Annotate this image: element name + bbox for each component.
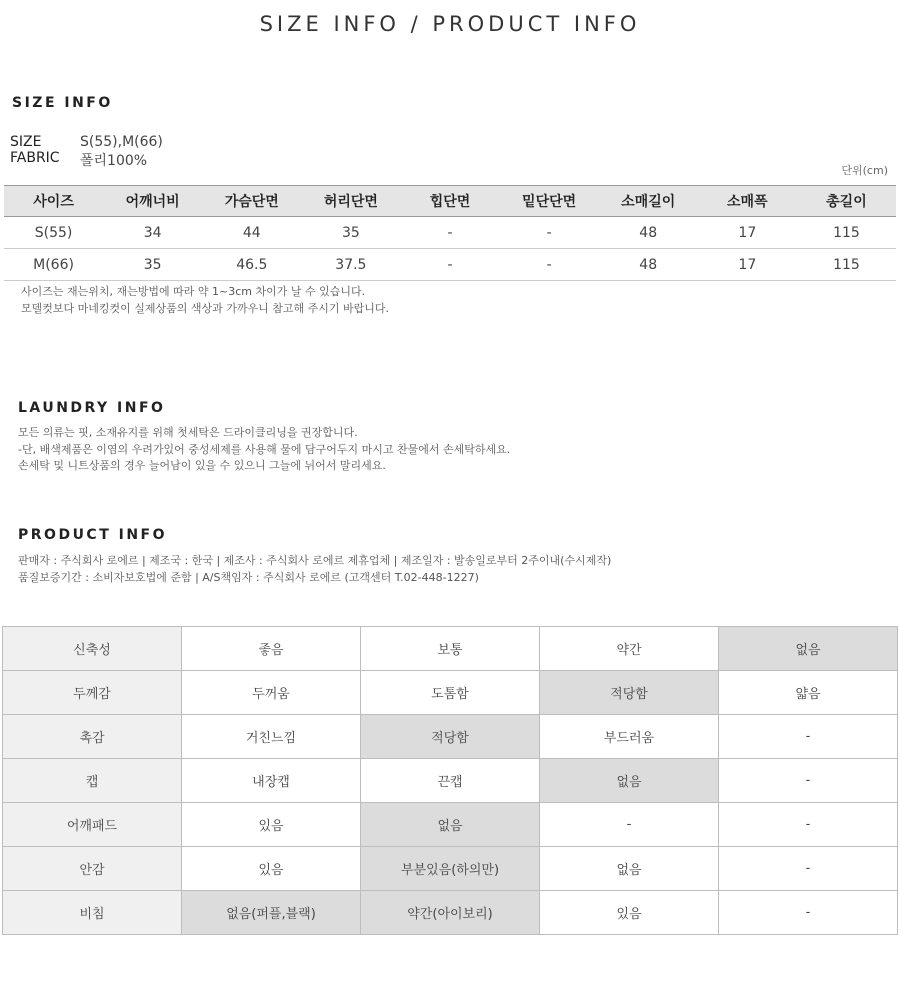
size-cell: 46.5	[202, 249, 301, 281]
size-note-line: 사이즈는 재는위치, 재는방법에 따라 약 1~3cm 차이가 날 수 있습니다.	[21, 285, 366, 298]
size-cell: 48	[599, 217, 698, 249]
size-info-heading: SIZE INFO	[12, 95, 113, 111]
attribute-option: 없음	[540, 759, 719, 803]
attribute-option: 없음(퍼플,블랙)	[182, 891, 361, 935]
attribute-option: 보통	[361, 627, 540, 671]
attribute-option: -	[719, 759, 898, 803]
fabric-value: 폴리100%	[80, 153, 148, 169]
attribute-label: 캡	[3, 759, 182, 803]
size-header-cell: 어깨너비	[103, 186, 202, 217]
attribute-option: 끈캡	[361, 759, 540, 803]
size-label: SIZE	[10, 134, 42, 150]
page-title: SIZE INFO / PRODUCT INFO	[259, 12, 641, 36]
product-attribute-grid	[2, 626, 898, 935]
attribute-option: 얇음	[719, 671, 898, 715]
laundry-info-heading: LAUNDRY INFO	[18, 400, 166, 416]
attribute-option: 있음	[540, 891, 719, 935]
attribute-option: 내장캡	[182, 759, 361, 803]
size-cell: 44	[202, 217, 301, 249]
attribute-label: 안감	[3, 847, 182, 891]
attribute-option: 없음	[719, 627, 898, 671]
table-row	[3, 671, 898, 715]
table-row	[3, 803, 898, 847]
size-cell: -	[400, 217, 499, 249]
attribute-option: 있음	[182, 847, 361, 891]
attribute-label: 어깨패드	[3, 803, 182, 847]
attribute-label: 촉감	[3, 715, 182, 759]
attribute-option: 없음	[361, 803, 540, 847]
attribute-label: 신축성	[3, 627, 182, 671]
attribute-option: -	[719, 891, 898, 935]
attribute-option: 적당함	[540, 671, 719, 715]
size-cell: M(66)	[4, 249, 103, 281]
size-cell: 17	[698, 249, 797, 281]
size-cell: 34	[103, 217, 202, 249]
size-notes	[21, 284, 389, 317]
product-info-heading: PRODUCT INFO	[18, 527, 168, 543]
attribute-option: 거친느낌	[182, 715, 361, 759]
size-cell: 115	[797, 249, 896, 281]
size-header-cell: 힙단면	[400, 186, 499, 217]
size-header-cell: 허리단면	[301, 186, 400, 217]
size-header-cell: 가슴단면	[202, 186, 301, 217]
attribute-option: -	[719, 803, 898, 847]
attribute-label: 두께감	[3, 671, 182, 715]
table-row	[3, 759, 898, 803]
product-notes	[18, 553, 611, 586]
attribute-option: 좋음	[182, 627, 361, 671]
size-header-cell: 소매폭	[698, 186, 797, 217]
size-header-cell: 밑단단면	[500, 186, 599, 217]
size-header-cell: 총길이	[797, 186, 896, 217]
size-cell: -	[400, 249, 499, 281]
unit-label: 단위(cm)	[841, 164, 888, 177]
laundry-line: 손세탁 및 니트상품의 경우 늘어남이 있을 수 있으니 그늘에 뉘어서 말리세요.	[18, 459, 386, 472]
table-row	[4, 249, 896, 281]
product-line: 판매자 : 주식회사 로에르 | 제조국 : 한국 | 제조사 : 주식회사 로에르 제휴업체 | 제조일자 : 발송일로부터 2주이내(수시제작)	[18, 554, 612, 567]
attribute-option: -	[719, 847, 898, 891]
size-header-cell: 소매길이	[599, 186, 698, 217]
product-line: 품질보증기간 : 소비자보호법에 준함 | A/S책임자 : 주식회사 로에르 (고객센터 T.02-448-1227)	[18, 570, 479, 584]
table-row	[3, 847, 898, 891]
table-row	[3, 627, 898, 671]
size-cell: 48	[599, 249, 698, 281]
size-cell: 37.5	[301, 249, 400, 281]
attribute-option: 부드러움	[540, 715, 719, 759]
attribute-option: 적당함	[361, 715, 540, 759]
attribute-option: 약간(아이보리)	[361, 891, 540, 935]
size-cell: 115	[797, 217, 896, 249]
fabric-label: FABRIC	[10, 150, 60, 166]
size-value: S(55),M(66)	[80, 134, 163, 150]
laundry-line: -단, 배색제품은 이염의 우려가있어 중성세제를 사용해 물에 담구어두지 마시고 찬물에서 손세탁하세요.	[18, 442, 511, 456]
size-cell: 35	[301, 217, 400, 249]
table-row	[3, 715, 898, 759]
laundry-notes	[18, 425, 510, 475]
size-note-line: 모델컷보다 마네킹컷이 실제상품의 색상과 가까우니 참고해 주시기 바랍니다.	[21, 301, 390, 315]
attribute-option: 약간	[540, 627, 719, 671]
attribute-option: 도톰함	[361, 671, 540, 715]
size-table	[4, 185, 896, 281]
attribute-option: 있음	[182, 803, 361, 847]
attribute-option: 없음	[540, 847, 719, 891]
size-cell: S(55)	[4, 217, 103, 249]
laundry-line: 모든 의류는 핏, 소재유지를 위해 첫세탁은 드라이클리닝을 권장합니다.	[18, 426, 358, 439]
table-row	[3, 891, 898, 935]
attribute-option: 부분있음(하의만)	[361, 847, 540, 891]
attribute-option: 두꺼움	[182, 671, 361, 715]
attribute-label: 비침	[3, 891, 182, 935]
attribute-option: -	[540, 803, 719, 847]
size-cell: -	[500, 249, 599, 281]
size-cell: 35	[103, 249, 202, 281]
size-cell: -	[500, 217, 599, 249]
attribute-option: -	[719, 715, 898, 759]
size-table-header-row	[4, 186, 896, 217]
size-cell: 17	[698, 217, 797, 249]
table-row	[4, 217, 896, 249]
size-header-cell: 사이즈	[4, 186, 103, 217]
